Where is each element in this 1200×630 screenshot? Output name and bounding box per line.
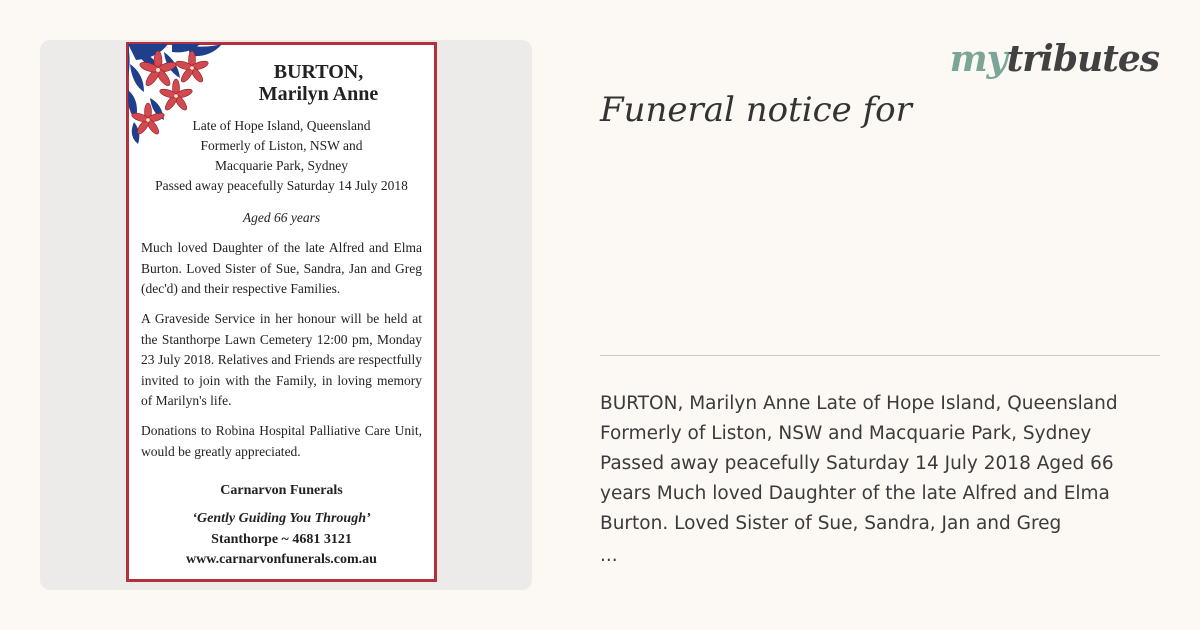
notice-residence-line: Macquarie Park, Sydney <box>214 158 349 173</box>
notice-donations-paragraph: Donations to Robina Hospital Palliative Care Unit, would be greatly appreciated. <box>141 423 422 459</box>
divider <box>600 355 1160 356</box>
summary-ellipsis: ... <box>600 545 618 566</box>
notice-age: Aged 66 years <box>242 210 321 225</box>
page-title: Funeral notice for <box>600 90 912 130</box>
notice-surname: BURTON, <box>273 61 364 83</box>
funeral-director-website: www.carnarvonfunerals.com.au <box>186 552 377 567</box>
notice-service-paragraph: A Graveside Service in her honour will be held at the Stanthorpe Lawn Cemetery 12:00 pm, Monday 23 July 2018. Relatives and Friends are respectfully invited to join with the Family, in loving memory of Marilyn's life. <box>141 311 422 408</box>
notice-image-panel <box>40 40 532 590</box>
notice-residence-line: Formerly of Liston, NSW and <box>200 138 363 153</box>
notice-given-names: Marilyn Anne <box>258 83 379 105</box>
logo-tributes-text: tributes <box>1006 38 1159 80</box>
mytributes-logo[interactable] <box>950 38 1159 80</box>
funeral-director-name: Carnarvon Funerals <box>220 483 343 498</box>
logo-my-text: my <box>949 38 1007 80</box>
notice-family-paragraph: Much loved Daughter of the late Alfred and Elma Burton. Loved Sister of Sue, Sandra, Jan and Greg (dec'd) and their respective Families. <box>141 240 422 296</box>
notice-residence-line: Late of Hope Island, Queensland <box>192 118 371 133</box>
notice-residence-line: Passed away peacefully Saturday 14 July 2018 <box>155 178 408 193</box>
notice-summary-text: BURTON, Marilyn Anne Late of Hope Island, Queensland Formerly of Liston, NSW and Macquarie Park, Sydney Passed away peacefully Saturday 14 July 2018 Aged 66 years Much loved Daughter of the late Alfred and Elma Burton. Loved Sister of Sue, Sandra, Jan and Greg <box>600 393 1118 534</box>
funeral-notice-card <box>126 42 437 582</box>
funeral-director-phone: Stanthorpe ~ 4681 3121 <box>211 532 352 547</box>
funeral-director-tagline: ‘Gently Guiding You Through’ <box>192 511 371 526</box>
